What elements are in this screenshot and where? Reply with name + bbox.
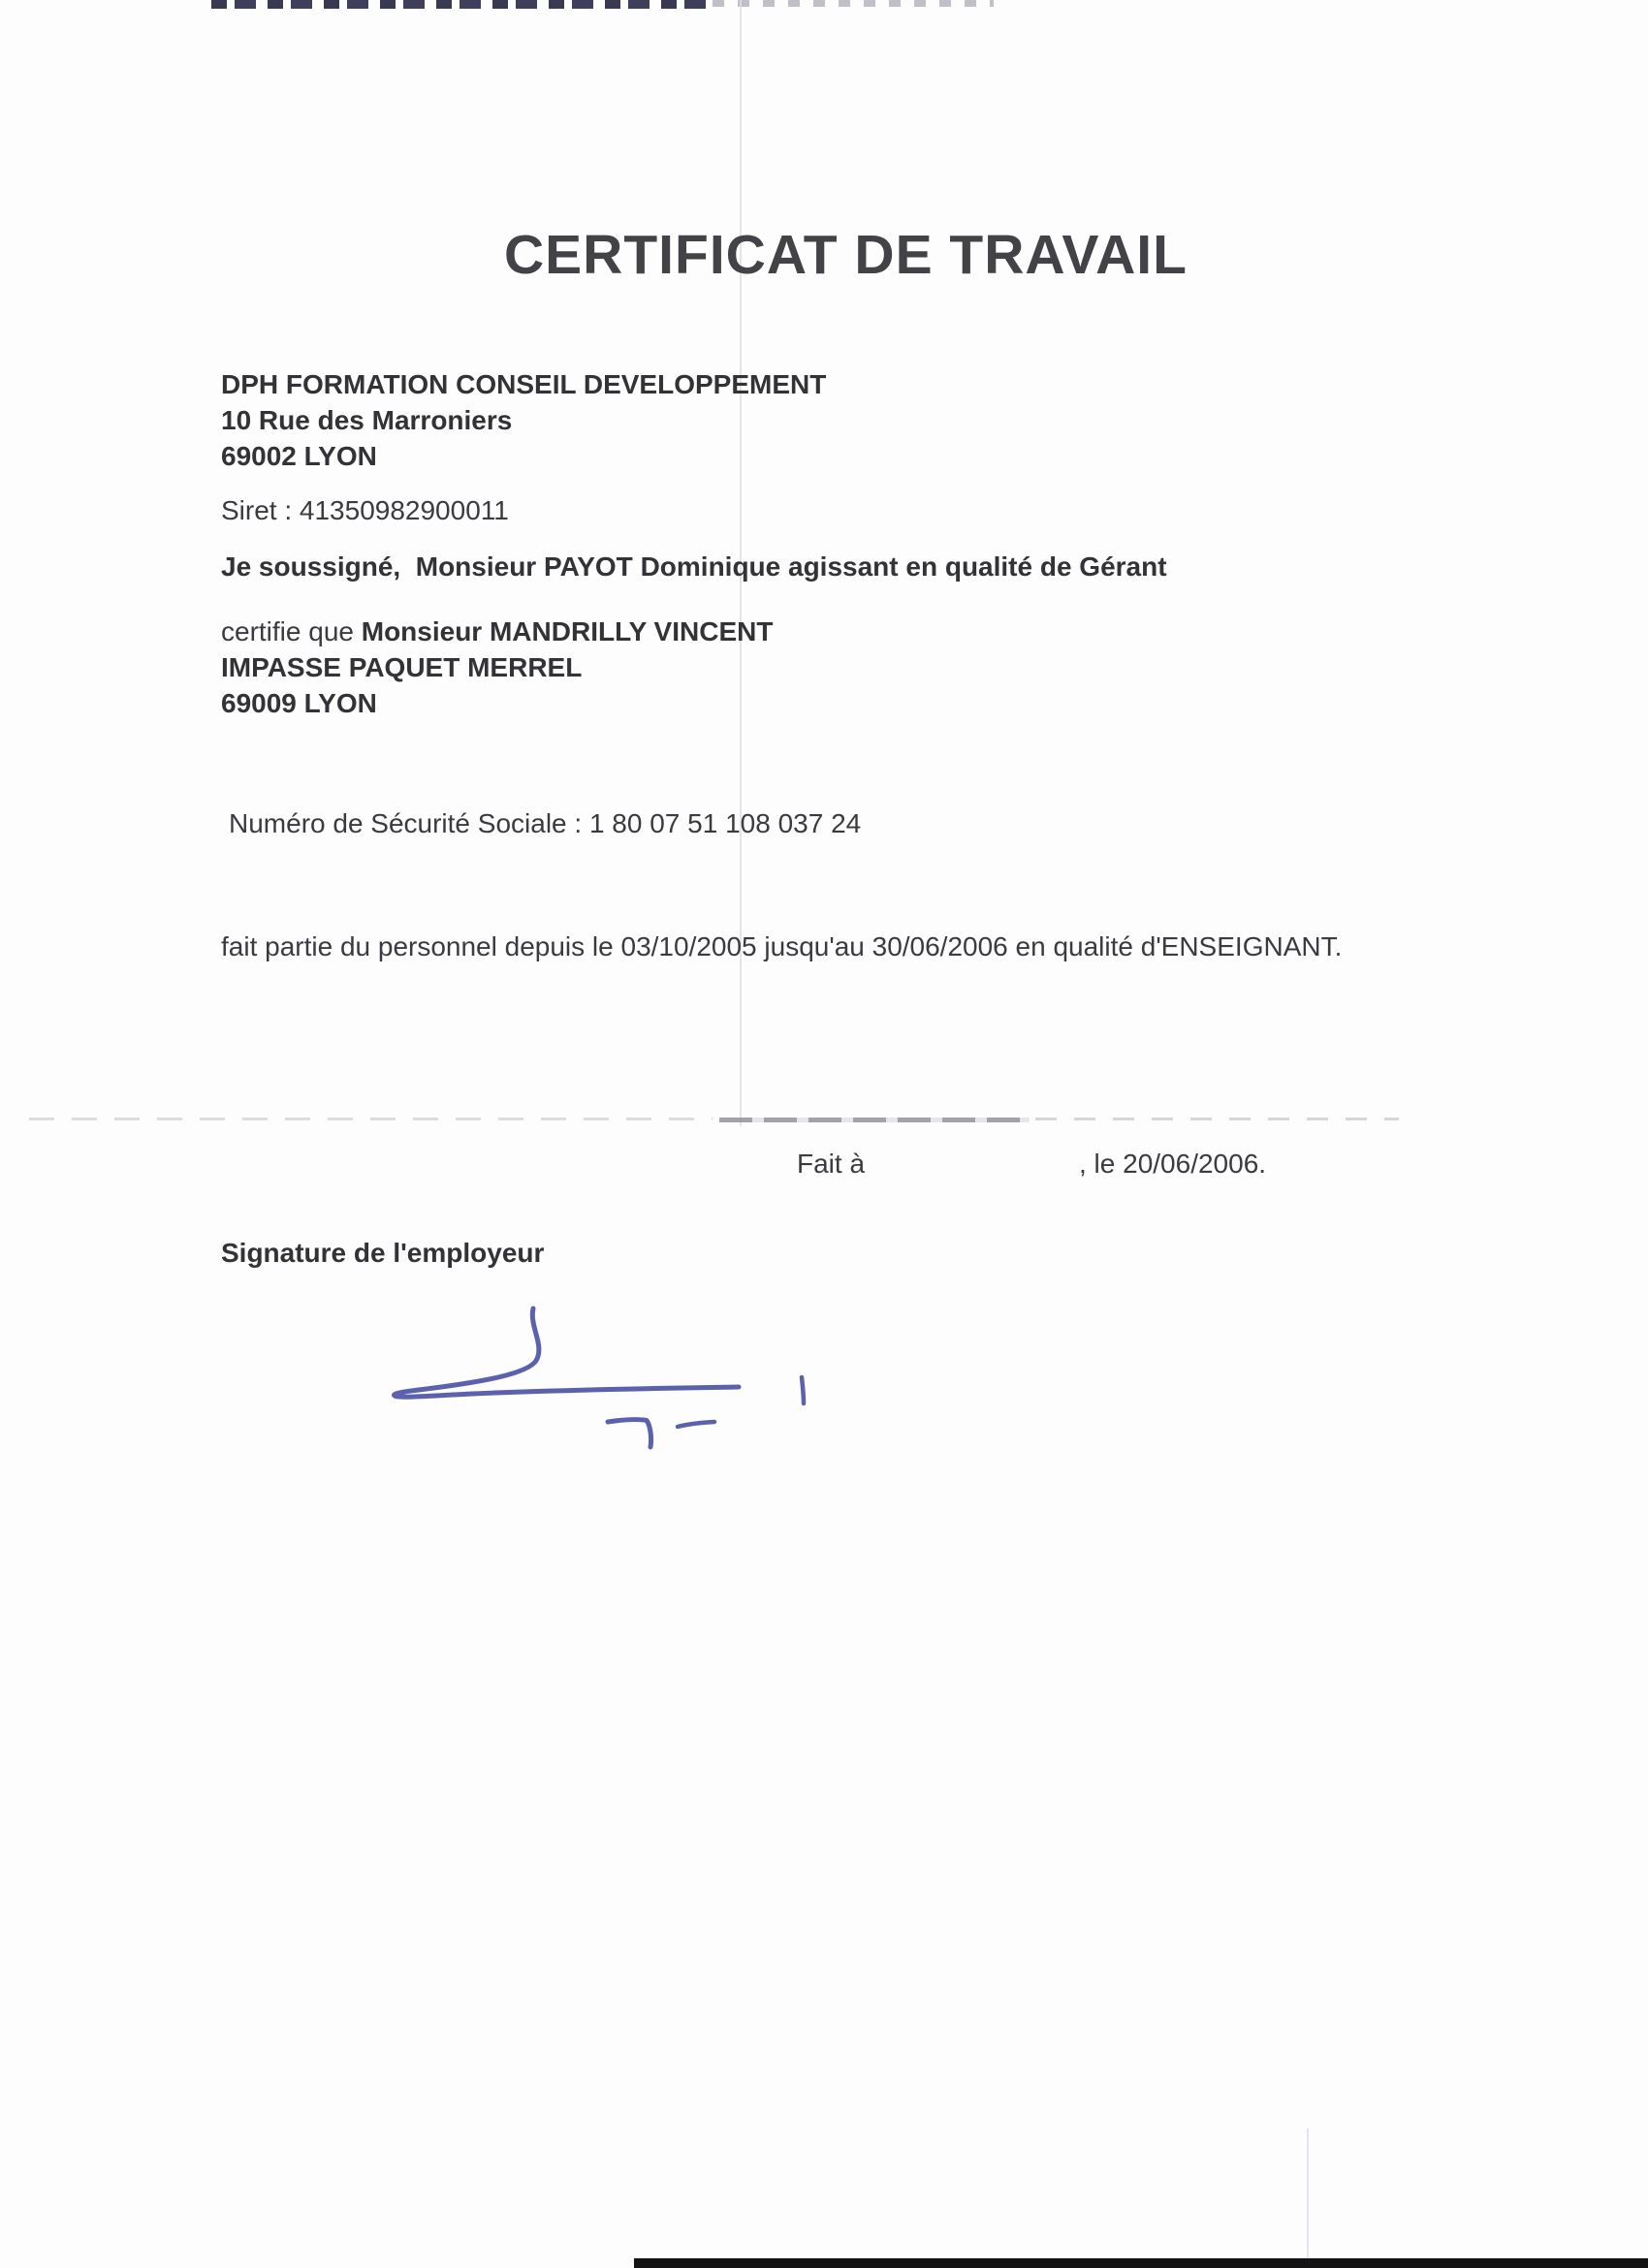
vertical-fold-line-lower: [1307, 2128, 1309, 2260]
date-text: , le 20/06/2006.: [1079, 1149, 1267, 1179]
company-name: DPH FORMATION CONSEIL DEVELOPPEMENT: [221, 369, 827, 399]
company-address-line2: 69002 LYON: [221, 441, 377, 471]
attestation-line: Je soussigné, Monsieur PAYOT Dominique agissant en qualité de Gérant: [221, 551, 1167, 582]
ssn-line: Numéro de Sécurité Sociale : 1 80 07 51 108 037 24: [229, 808, 862, 838]
employee-name: Monsieur MANDRILLY VINCENT: [361, 616, 774, 646]
certify-line: [221, 614, 773, 649]
signature-handwriting: [386, 1297, 824, 1469]
top-edge-clipped-text-artifact: [211, 0, 711, 9]
siret-line: Siret : 41350982900011: [221, 495, 509, 525]
scan-smudge-line-left: [29, 1118, 713, 1120]
employee-address-line1: IMPASSE PAQUET MERREL: [221, 652, 583, 682]
fait-a-label: Fait à: [797, 1149, 866, 1179]
certify-prefix: certifie que: [221, 616, 362, 646]
signature-ink-icon: [386, 1297, 824, 1469]
employer-address-block: [221, 366, 826, 474]
employee-block: [221, 614, 773, 721]
company-address-line1: 10 Rue des Marroniers: [221, 405, 513, 435]
employment-period-line: fait partie du personnel depuis le 03/10/2005 jusqu'au 30/06/2006 en qualité d'ENSEIGNANT.: [221, 931, 1343, 961]
bottom-scan-bar: [634, 2258, 1648, 2268]
scan-smudge-line-right: [1035, 1118, 1399, 1120]
top-edge-clipped-text-artifact-faint: [713, 0, 994, 7]
scan-smudge-line-center: [719, 1118, 1030, 1122]
page-title: CERTIFICAT DE TRAVAIL: [504, 224, 1188, 286]
employee-address-line2: 69009 LYON: [221, 688, 377, 718]
signature-label: Signature de l'employeur: [221, 1238, 545, 1268]
